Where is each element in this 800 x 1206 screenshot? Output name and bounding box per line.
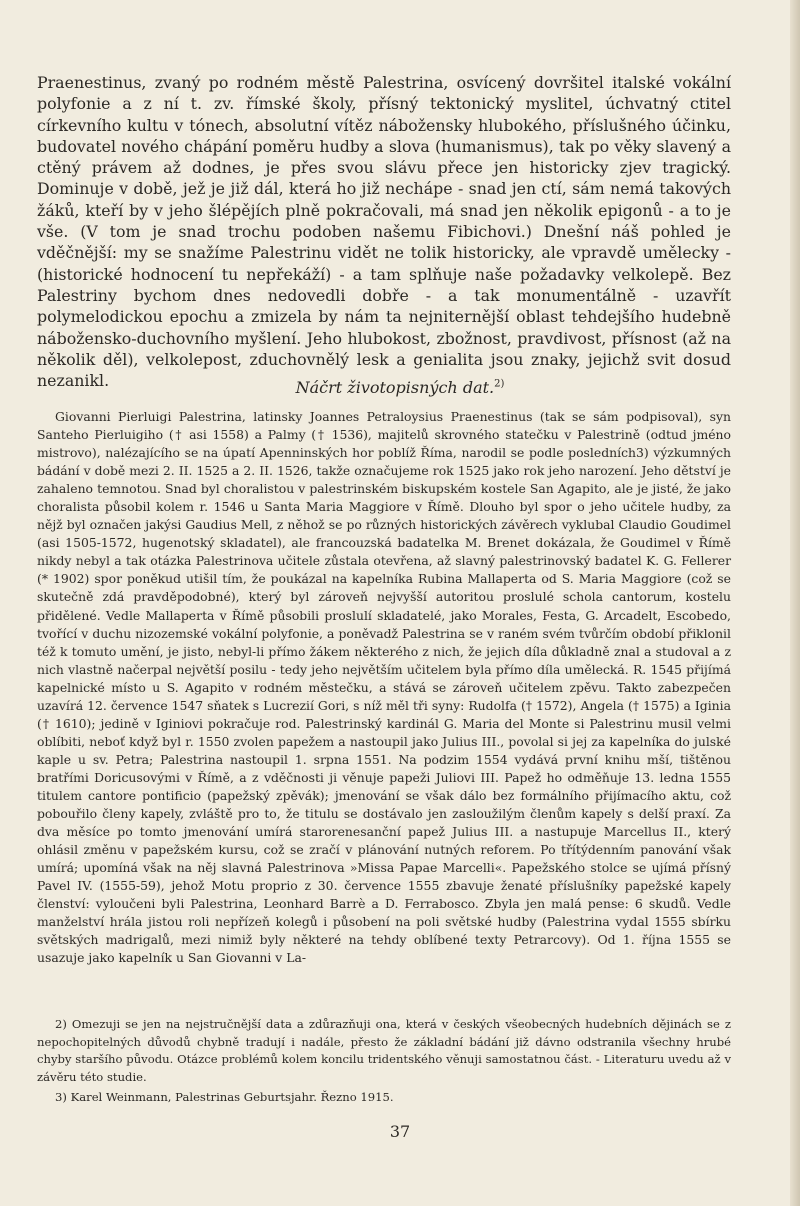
- section-heading-text: Náčrt životopisných dat.: [295, 378, 495, 397]
- intro-paragraph: [37, 72, 731, 391]
- biography-paragraph: [37, 408, 731, 967]
- page-edge: [790, 0, 800, 1206]
- footnotes: [37, 1016, 731, 1110]
- page-number: 37: [389, 1122, 411, 1141]
- footnote-3: 3) Karel Weinmann, Palestrinas Geburtsjahr. Řezno 1915.: [55, 1090, 394, 1105]
- footnote-2: 2) Omezuji se jen na nejstručnější data a zdůrazňuji ona, která v českých všeobecných hudebních dějinách se z nepochopitelných důvodů chybně tradují i nadále, přesto že základní bádání již dávno odstranila všechny hrubé chyby staršího původu. Otázce problémů kolem koncilu tridentského věnuji samostatnou část. - Literaturu uvedu až v závěru této studie.: [37, 1017, 731, 1084]
- section-heading-footnote-ref: 2): [494, 378, 505, 390]
- section-heading: [0, 378, 800, 397]
- biography-text: Giovanni Pierluigi Palestrina, latinsky Joannes Petraloysius Praenestinus (tak se sám podpisoval), syn Santeho Pierluigiho († asi 1558) a Palmy († 1536), majitelů skrovného statečku v Palestrině (odtud jméno mistrovo), nalézajícího se na úpatí Apenninských hor poblíž Říma, narodil se podle posledních3) výzkumných bádání v době mezi 2. II. 1525 a 2. II. 1526, takže označujeme rok 1525 jako rok jeho narození. Jeho dětství je zahaleno temnotou. Snad byl choralistou v palestrinském biskupském kostele San Agapito, ale je jisté, že jako choralista působil kolem r. 1546 u Santa Maria Maggiore v Římě. Dlouho byl spor o jeho učitele hudby, za nějž byl označen jakýsi Gaudius Mell, z něhož se po různých historických závěrech vyklubal Claudio Goudimel (asi 1505-1572, hugenotský skladatel), ale francouzská badatelka M. Brenet dokázala, že Goudimel v Římě nikdy nebyl a tak otázka Palestrinova učitele zůstala otevřena, až slavný palestrinovský badatel K. G. Fellerer (* 1902) spor poněkud utišil tím, že poukázal na kapelníka Rubina Mallaperta od S. Maria Maggiore (což se skutečně zdá pravděpodobné), který byl zároveň nejvyšší autoritou proslulé schola cantorum, kostelu přidělené. Vedle Mallaperta v Římě působili proslulí skladatelé, jako Morales, Festa, G. Arcadelt, Escobedo, tvořící v duchu nizozemské vokální polyfonie, a poněvadž Palestrina se v raném svém tvůrčím období přiklonil též k tomuto umění, je jisto, nebyl-li přímo žákem některého z nich, že jejich díla důkladně znal a studoval a z nich vlastně načerpal největší posilu - tedy jeho největším učitelem byla přímo díla umělecká. R. 1545 přijímá kapelnické místo u S. Agapito v rodném městečku, a stává se zároveň učitelem zpěvu. Takto zabezpečen uzavírá 12. července 1547 sňatek s Lucrezií Gori, s níž měl tři syny: Rudolfa († 1572), Angela († 1575) a Iginia († 1610); jedině v Iginiovi pokračuje rod. Palestrinský kardinál G. Maria del Monte si Palestrinu musil velmi oblíbiti, neboť když byl r. 1550 zvolen papežem a nastoupil jako Julius III., povolal si jej za kapelníka do julské kaple u sv. Petra; Palestrina nastoupil 1. srpna 1551. Na podzim 1554 vydává první knihu mší, tištěnou bratřími Doricusovými v Římě, a z vděčnosti ji věnuje papeži Juliovi III. Papež ho odměňuje 13. ledna 1555 titulem cantore pontificio (papežský zpěvák); jmenování se však dálo bez formálního přijímacího aktu, což pobouřilo členy kapely, zvláště pro to, že titulu se dostávalo jen zasloužilým členům kapely s delší praxí. Za dva měsíce po tomto jmenování umírá starorenesanční papež Julius III. a nastupuje Marcellus II., který ohlásil změnu v papežském kursu, což se zračí v plánování nutných reforem. Po třítýdenním panování však umírá; upomíná však na něj slavná Palestrinova »Missa Papae Marcelli«. Papežského stolce se ujímá přísný Pavel IV. (1555-59), jehož Motu proprio z 30. července 1555 zbavuje ženaté příslušníky papežské kapely členství: vyloučeni byli Palestrina, Leonhard Barrè a D. Ferrabosco. Zbyla jen malá pense: 6 skudů. Vedle manželství hrála jistou roli nepřízeň kolegů i působení na poli světské hudby (Palestrina vydal 1555 sbírku světských madrigalů, mezi nimiž byly některé na tehdy oblíbené texty Petrarcovy). Od 1. října 1555 se usazuje jako kapelník u San Giovanni v La-: [37, 409, 731, 966]
- intro-text: Praenestinus, zvaný po rodném městě Palestrina, osvícený dovršitel italské vokální polyfonie a z ní t. zv. římské školy, přísný tektonický myslitel, úchvatný ctitel církevního kultu v tónech, absolutní vítěz nábožensky hlubokého, příslušného účinku, budovatel nového chápání poměru hudby a slova (humanismus), tak po věky slavený a ctěný právem až dodnes, je přes svou slávu přece jen historicky zjev tragický. Dominuje v době, jež je již dál, která ho již nechápe - snad jen ctí, sám nemá takových žáků, kteří by v jeho šlépějích plně pokračovali, má snad jen několik epigonů - a to je vše. (V tom je snad trochu podoben našemu Fibichovi.) Dnešní náš pohled je vděčnější: my se snažíme Palestrinu vidět ne tolik historicky, ale vpravdě umělecky - (historické hodnocení tu nepřekáží) - a tam splňuje naše požadavky velkolepě. Bez Palestriny bychom dnes nedovedli dobře - a tak monumentálně - uzavřít polymelodickou epochu a zmizela by nám ta nejniternější oblast tehdejšího hudebně nábožensko-duchovního myšlení. Jeho hlubokost, zbožnost, pravdivost, přísnost (až na několik děl), velkolepost, zduchovnělý lesk a genialita jsou znaky, jejichž svit dosud nezanikl.: [37, 73, 731, 391]
